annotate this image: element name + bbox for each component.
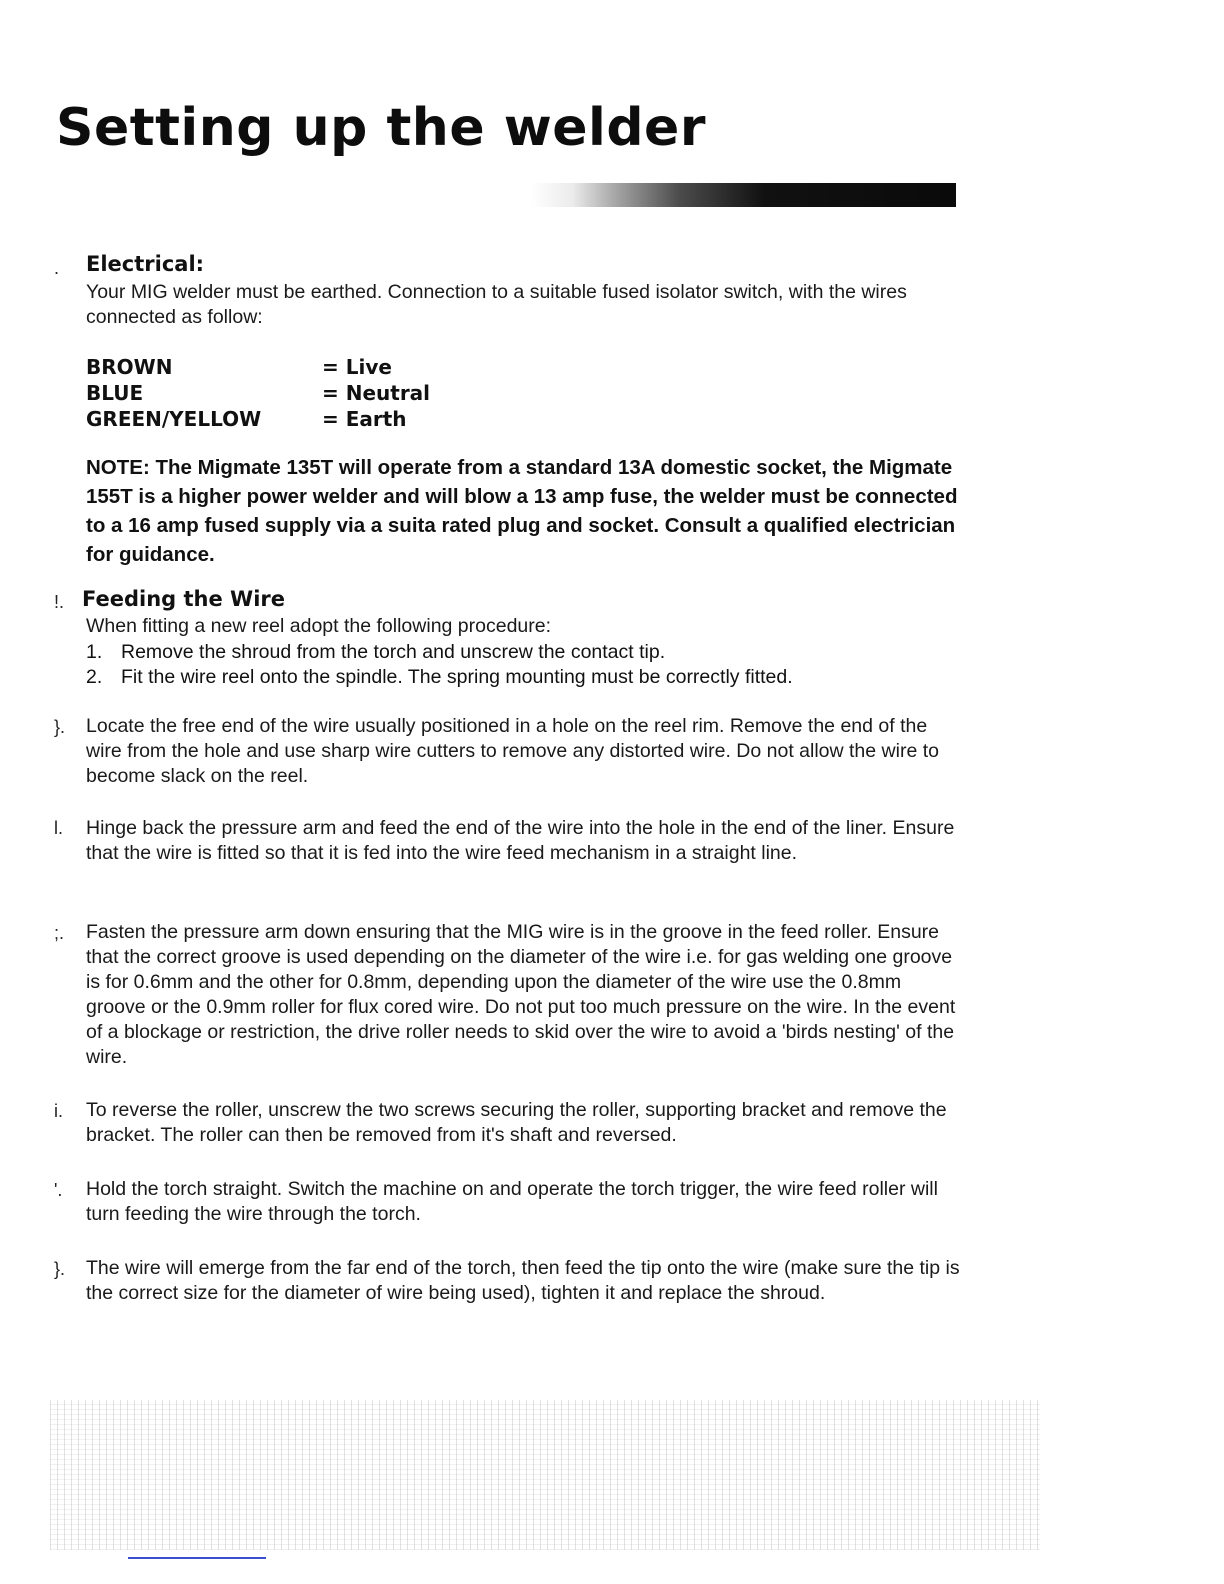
step-number: '. xyxy=(54,1180,63,1200)
step-text: Fasten the pressure arm down ensuring that the MIG wire is in the groove in the feed roller. Ensure that the correct groove is used depending on the diameter of the wire i.e. for gas welding one groove is for 0.6mm and the other for 0.8mm, depending upon the diameter of the wire use the 0.8mm groove or the 0.9mm roller for flux cored wire. Do not put too much pressure on the wire. In the event of a blockage or restriction, the drive roller needs to skid over the wire to avoid a 'birds nesting' of the wire. xyxy=(86,921,956,1068)
wire-row xyxy=(86,380,430,406)
wire-row xyxy=(86,354,430,380)
list-item xyxy=(86,640,966,665)
list-item-number: 2. xyxy=(86,666,103,688)
step-text: Hinge back the pressure arm and feed the end of the wire into the hole in the end of the liner. Ensure that the wire is fitted so that it is fed into the wire feed mechanism in a straight line. xyxy=(86,817,955,864)
section-heading-electrical: Electrical: xyxy=(86,252,205,276)
list-item xyxy=(86,665,966,690)
note-paragraph xyxy=(86,453,966,569)
step-text: To reverse the roller, unscrew the two screws securing the roller, supporting bracket and remove the bracket. The roller can then be removed from it's shaft and reversed. xyxy=(86,1099,947,1146)
list-item-text: Fit the wire reel onto the spindle. The spring mounting must be correctly fitted. xyxy=(121,666,793,688)
wire-color: BLUE xyxy=(86,381,144,405)
section-heading-feeding: Feeding the Wire xyxy=(82,587,286,611)
wire-color: GREEN/YELLOW xyxy=(86,407,262,431)
note-label: NOTE: xyxy=(86,456,150,479)
step-number: l. xyxy=(54,818,63,838)
electrical-intro: Your MIG welder must be earthed. Connection to a suitable fused isolator switch, with the wires connected as follow: xyxy=(86,281,907,328)
section-number-feeding: !. xyxy=(54,592,65,612)
footer-line xyxy=(128,1557,266,1559)
wire-role: = Neutral xyxy=(322,381,431,405)
wire-role: = Live xyxy=(322,355,392,379)
wire-table xyxy=(86,354,430,432)
step-text: The wire will emerge from the far end of the torch, then feed the tip onto the wire (make sure the tip is the correct size for the diameter of wire being used), tighten it and replace the shroud. xyxy=(86,1257,960,1304)
section-number-electrical: . xyxy=(54,258,60,278)
feeding-intro: When fitting a new reel adopt the following procedure: xyxy=(86,615,552,637)
list-item-text: Remove the shroud from the torch and unscrew the contact tip. xyxy=(121,641,666,663)
wire-row xyxy=(86,406,430,432)
step-text: Locate the free end of the wire usually positioned in a hole on the reel rim. Remove the end of the wire from the hole and use sharp wire cutters to remove any distorted wire. Do not allow the wire to become slack on the reel. xyxy=(86,715,939,787)
scan-noise-artifact xyxy=(50,1400,1040,1550)
step-number: ;. xyxy=(54,923,65,943)
step-text: Hold the torch straight. Switch the machine on and operate the torch trigger, the wire feed roller will turn feeding the wire through the torch. xyxy=(86,1178,938,1225)
step-number: }. xyxy=(54,717,66,737)
wire-color: BROWN xyxy=(86,355,173,379)
title-underline-bar xyxy=(530,183,956,207)
step-number: i. xyxy=(54,1101,63,1121)
note-text: The Migmate 135T will operate from a standard 13A domestic socket, the Migmate 155T is a higher power welder and will blow a 13 amp fuse, the welder must be connected to a 16 amp fused supply via a suita rated plug and socket. Consult a qualified electrician for guidance. xyxy=(86,456,958,566)
wire-role: = Earth xyxy=(322,407,407,431)
page-title: Setting up the welder xyxy=(56,98,706,158)
step-number: }. xyxy=(54,1259,66,1279)
list-item-number: 1. xyxy=(86,641,103,663)
feeding-sub-steps xyxy=(86,640,966,690)
